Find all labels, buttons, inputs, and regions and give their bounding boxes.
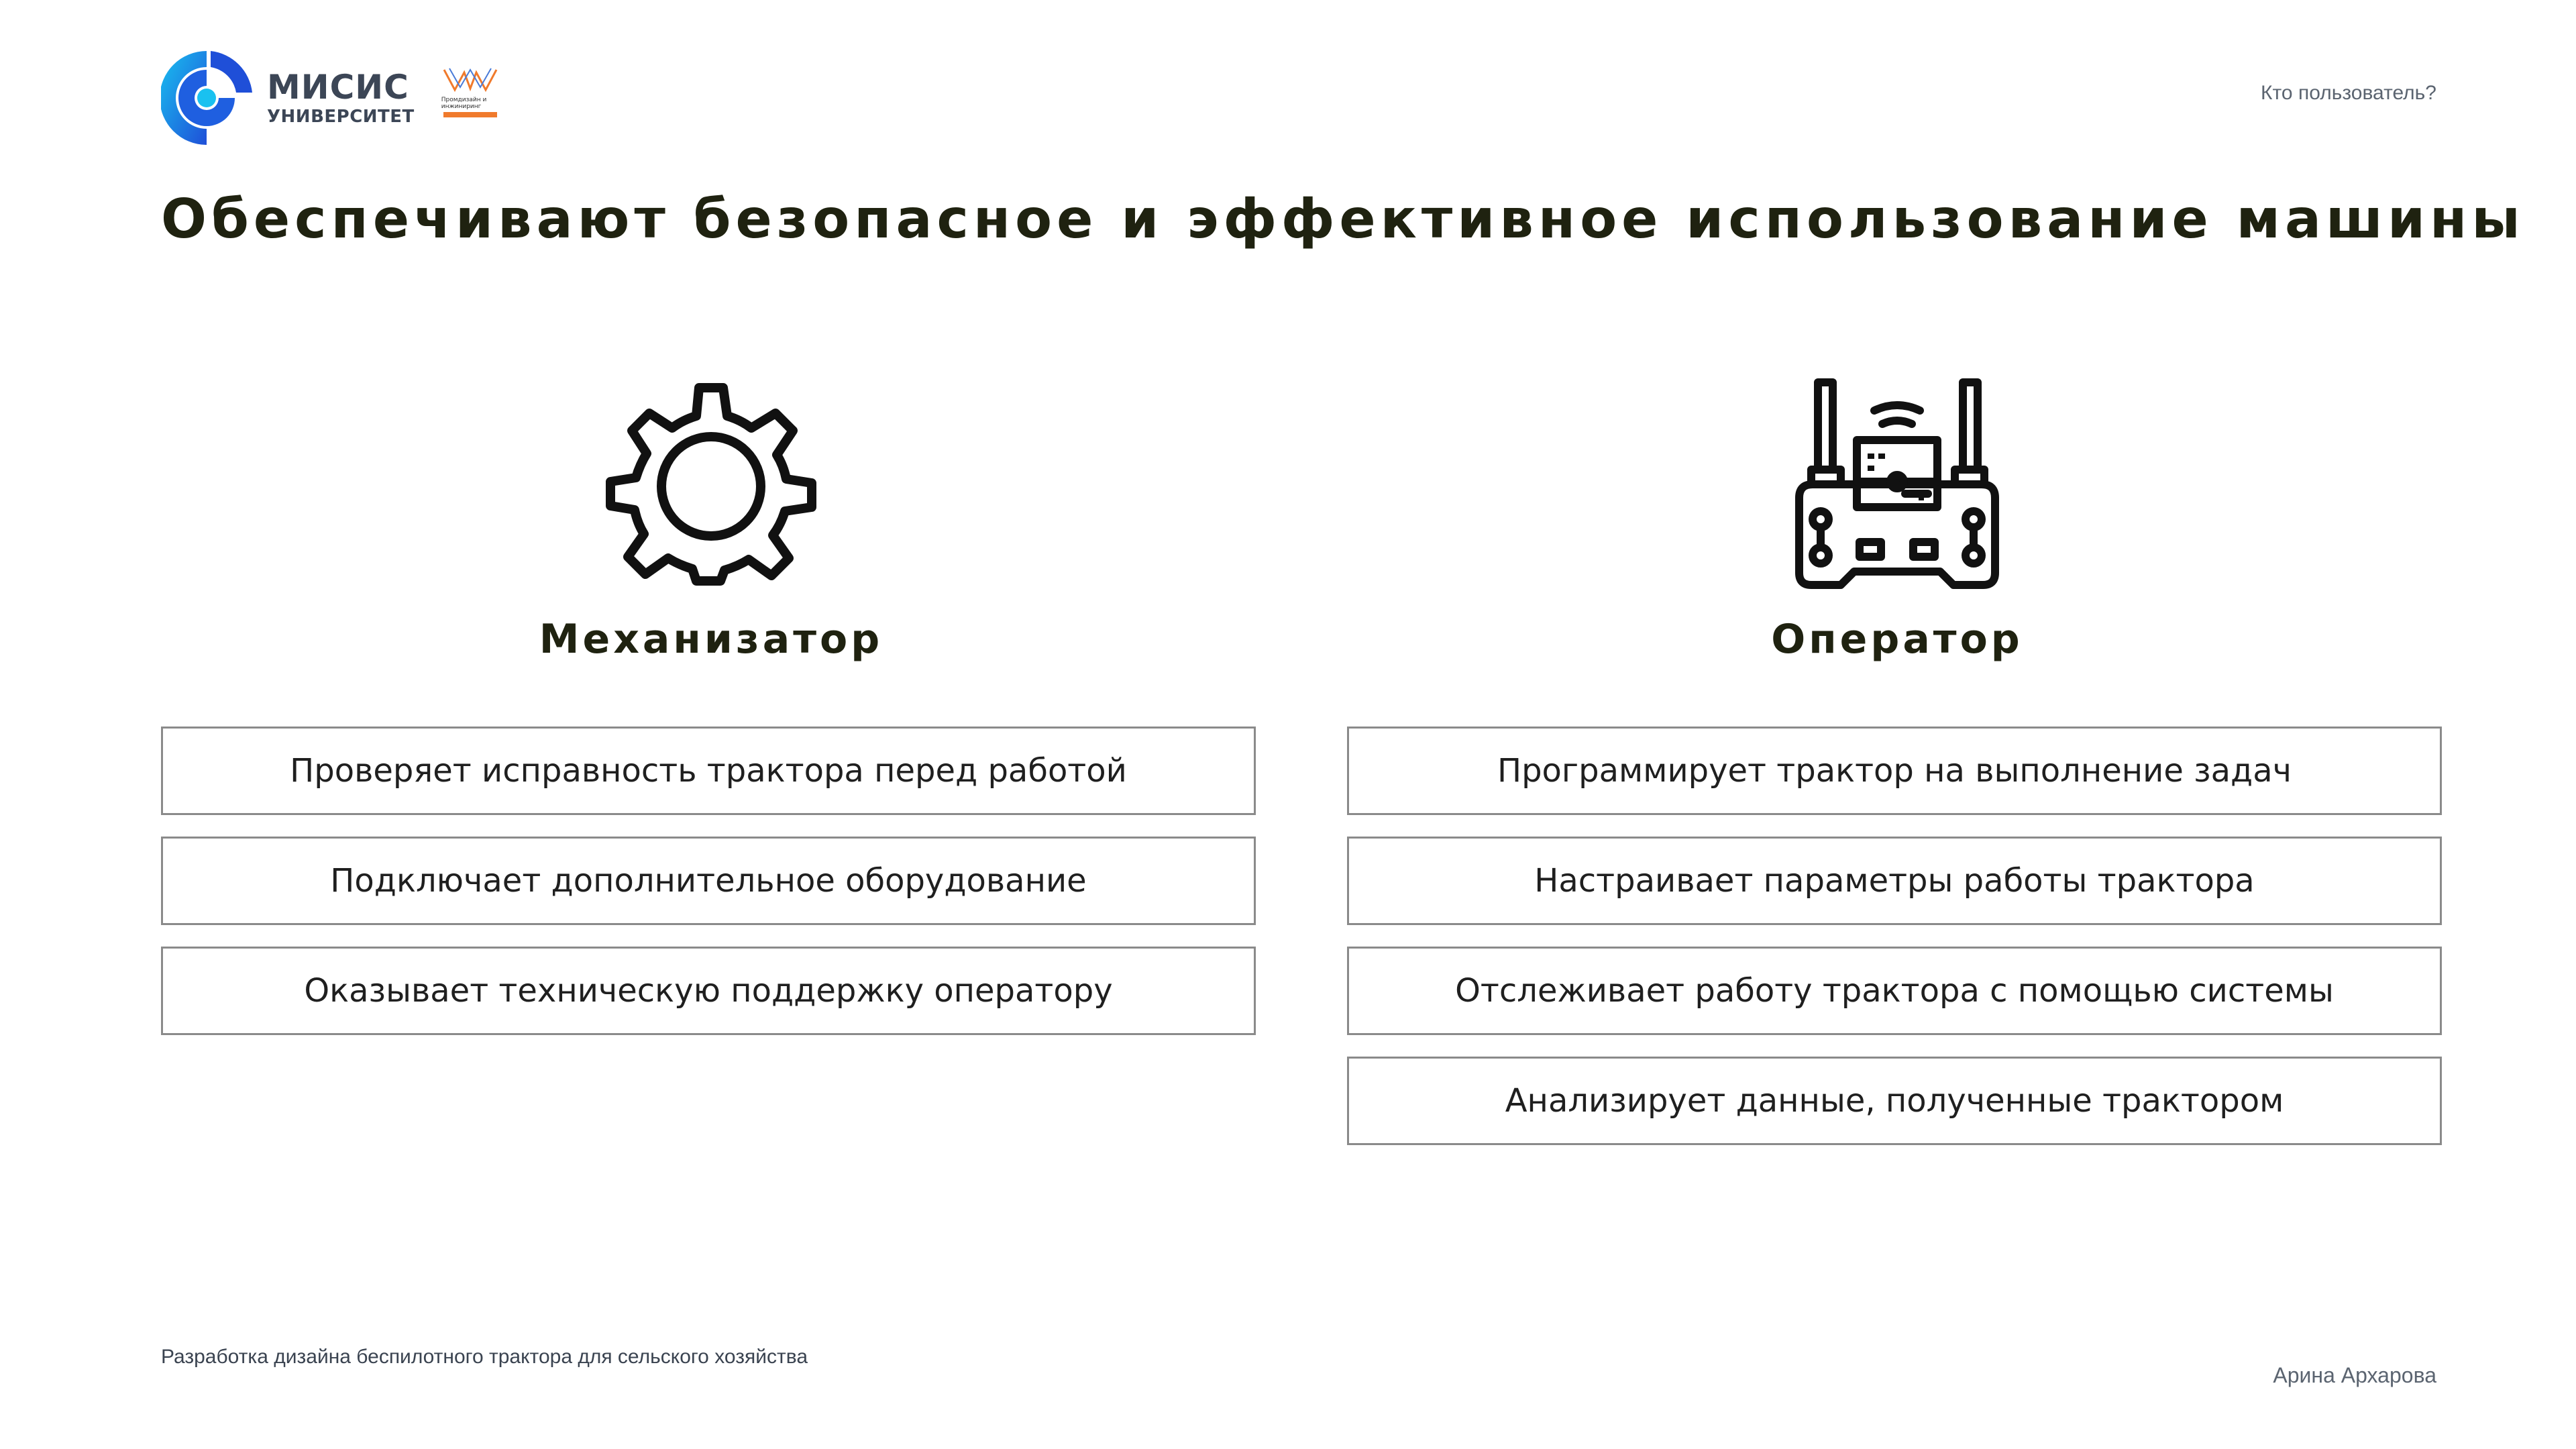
operator-task-list <box>1347 727 2442 1167</box>
header-right-label: Кто пользователь? <box>2261 82 2436 104</box>
task-item: Программирует трактор на выполнение задач <box>1347 727 2442 815</box>
task-item: Анализирует данные, полученные трактором <box>1347 1057 2442 1145</box>
task-item: Подключает дополнительное оборудование <box>161 837 1256 925</box>
mechanic-task-list <box>161 727 1256 1057</box>
gear-icon <box>604 376 818 590</box>
misis-ring-logo-icon <box>161 46 252 150</box>
partner-bar <box>443 112 497 117</box>
logo-text <box>267 70 415 125</box>
role-title: Оператор <box>1771 616 2023 663</box>
footer-author: Арина Архарова <box>2273 1363 2436 1387</box>
role-operator <box>1347 376 2447 663</box>
task-item: Проверяет исправность трактора перед работой <box>161 727 1256 815</box>
task-item: Отслеживает работу трактора с помощью системы <box>1347 947 2442 1035</box>
partner-logo <box>441 66 499 130</box>
header-logos <box>161 46 499 150</box>
page-title: Обеспечивают безопасное и эффективное использование машины <box>161 188 2525 250</box>
remote-controller-icon <box>1790 376 2004 590</box>
task-item: Настраивает параметры работы трактора <box>1347 837 2442 925</box>
footer-project-title: Разработка дизайна беспилотного трактора для сельского хозяйства <box>161 1346 808 1368</box>
design-school-logo-icon <box>441 66 499 95</box>
role-mechanic <box>161 376 1261 663</box>
logo-name: МИСИС <box>267 68 409 107</box>
task-item: Оказывает техническую поддержку оператору <box>161 947 1256 1035</box>
partner-caption: Промдизайн и инжиниринг <box>441 97 487 110</box>
logo-subtitle: УНИВЕРСИТЕТ <box>267 107 415 127</box>
role-title: Механизатор <box>539 616 883 663</box>
